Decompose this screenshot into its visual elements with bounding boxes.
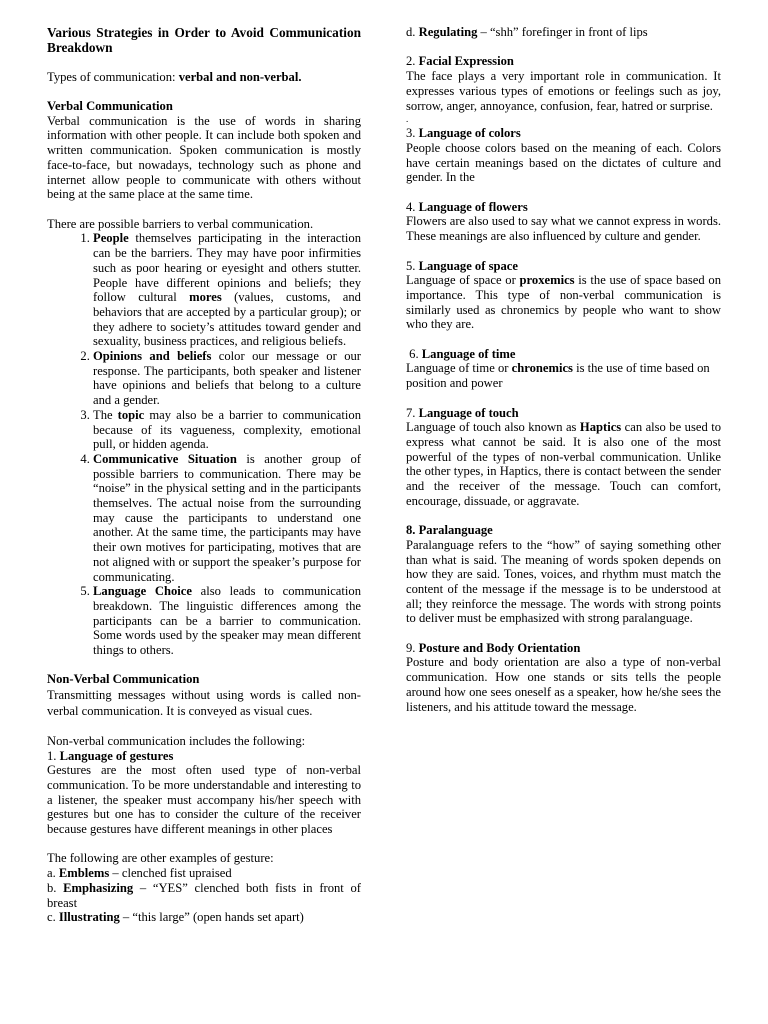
flowers-heading: 4. Language of flowers [406, 199, 528, 214]
touch-text: Language of touch also known as Haptics can also be used to express what cannot be said. It is also one of the most powerful of the types of non-verbal communication. Unlike the other types, in Haptics, there is contact between the sender and the receiver of the message. Touch can comfort, encourage, dissuade, or aggravate. [406, 420, 721, 508]
time-heading: 6. Language of time [406, 346, 516, 361]
verbal-heading: Verbal Communication [47, 99, 173, 114]
types-of-communication [47, 70, 361, 85]
posture-text: Posture and body orientation are also a type of non-verbal communication. How one stands or sits tells the people around how one sees oneself as a speaker, how he/she sees the listeners, and his attitude toward the message. [406, 655, 721, 714]
colors-text: People choose colors based on the meaning of each. Colors have certain meanings based on the dictates of culture and gender. In the [406, 140, 721, 185]
barrier-item: 4. Communicative Situation is another group of possible barriers to communication. There may be “noise” in the physical setting and in the participants themselves. The actual noise from the surrounding may cause the participants to understand one another. At the same time, the participants may have their own motives for participating, motives that are not aligned with or support the speaker’s purpose for communicating. [93, 452, 361, 584]
example-item: d. Regulating – “shh” forefinger in front of lips [406, 25, 648, 39]
facial-expression-text: The face plays a very important role in communication. It expresses various types of emotions or feelings such as joy, sorrow, anger, annoyance, confusion, fear, hatred or surprise. [406, 69, 721, 113]
space-heading: 5. Language of space [406, 258, 518, 273]
verbal-text: Verbal communication is the use of words in sharing information with other people. It can include both spoken and written communication. Spoken communication is mostly face-to-face, but nowadays, technology such as phone and internet allow people to communicate with others without being at the same place at the same time. [47, 113, 361, 202]
left-column [47, 25, 361, 925]
example-item: b. Emphasizing – “YES” clenched both fists in front of breast [47, 880, 361, 910]
nonverbal-text: Transmitting messages without using words is called non-verbal communication. It is conveyed as visual cues. [47, 688, 361, 719]
gestures-text: Gestures are the most often used type of non-verbal communication. To be more understandable and interesting to a listener, the speaker must accompany his/her speech with gestures but one has to consider the culture of the receiver because gestures have different meanings in other places [47, 763, 361, 837]
barriers-list [47, 231, 361, 657]
types-bold: verbal and non-verbal. [178, 69, 302, 84]
stray-dot: . [406, 114, 409, 125]
touch-heading: 7. Language of touch [406, 405, 519, 420]
barrier-item: 3. The topic may also be a barrier to communication because of its vagueness, complexity, emotional pull, or hidden agenda. [93, 408, 361, 452]
barrier-item: 1. People themselves participating in the interaction can be the barriers. They may have poor infirmities such as poor hearing or eyesight and others stutter. People have different opinions and beliefs; they follow cultural mores (values, customs, and behaviors that are accepted by a particular group); or they adhere to society’s attitudes toward gender and sexuality, business practices, and religious beliefs. [93, 231, 361, 349]
colors-heading: 3. Language of colors [406, 126, 521, 141]
document-title: Various Strategies in Order to Avoid Communication Breakdown [47, 25, 361, 55]
barrier-item: 2. Opinions and beliefs color our message or our response. The participants, both speaker and listener have opinions and beliefs that belong to a culture and a gender. [93, 349, 361, 408]
posture-heading: 9. Posture and Body Orientation [406, 640, 581, 655]
types-prefix: Types of communication: [47, 69, 179, 84]
examples-intro: The following are other examples of gesture: [47, 851, 274, 866]
barriers-intro: There are possible barriers to verbal communication. [47, 216, 314, 231]
example-item: c. Illustrating – “this large” (open hands set apart) [47, 910, 304, 925]
time-text: Language of time or chronemics is the use of time based on position and power [406, 361, 710, 391]
nonverbal-heading: Non-Verbal Communication [47, 672, 200, 687]
gestures-heading: 1. Language of gestures [47, 748, 174, 763]
flowers-text: Flowers are also used to say what we cannot express in words. These meanings are also influenced by culture and gender. [406, 214, 721, 244]
space-text: Language of space or proxemics is the use of space based on importance. This type of non-verbal communication is similarly used as chronemics by people who want to show who they are. [406, 273, 721, 332]
paralanguage-text: Paralanguage refers to the “how” of saying something other than what is said. The meaning of words spoken depends on how they are said. Tones, voices, and rhythm must match the content of the message if the message is to be understood at all; they reinforce the message. The words with strong points to deliver must be emphasized with strong paralanguage. [406, 537, 721, 626]
example-item: a. Emblems – clenched fist upraised [47, 866, 232, 881]
paralanguage-heading: 8. Paralanguage [406, 523, 493, 538]
facial-expression-heading: 2. Facial Expression [406, 54, 514, 69]
barrier-item: 5. Language Choice also leads to communication breakdown. The linguistic differences among the participants can be a barrier to communication. Some words used by the speaker may mean different things to others. [93, 584, 361, 658]
right-column [406, 25, 721, 714]
nonverbal-includes: Non-verbal communication includes the following: [47, 733, 306, 748]
